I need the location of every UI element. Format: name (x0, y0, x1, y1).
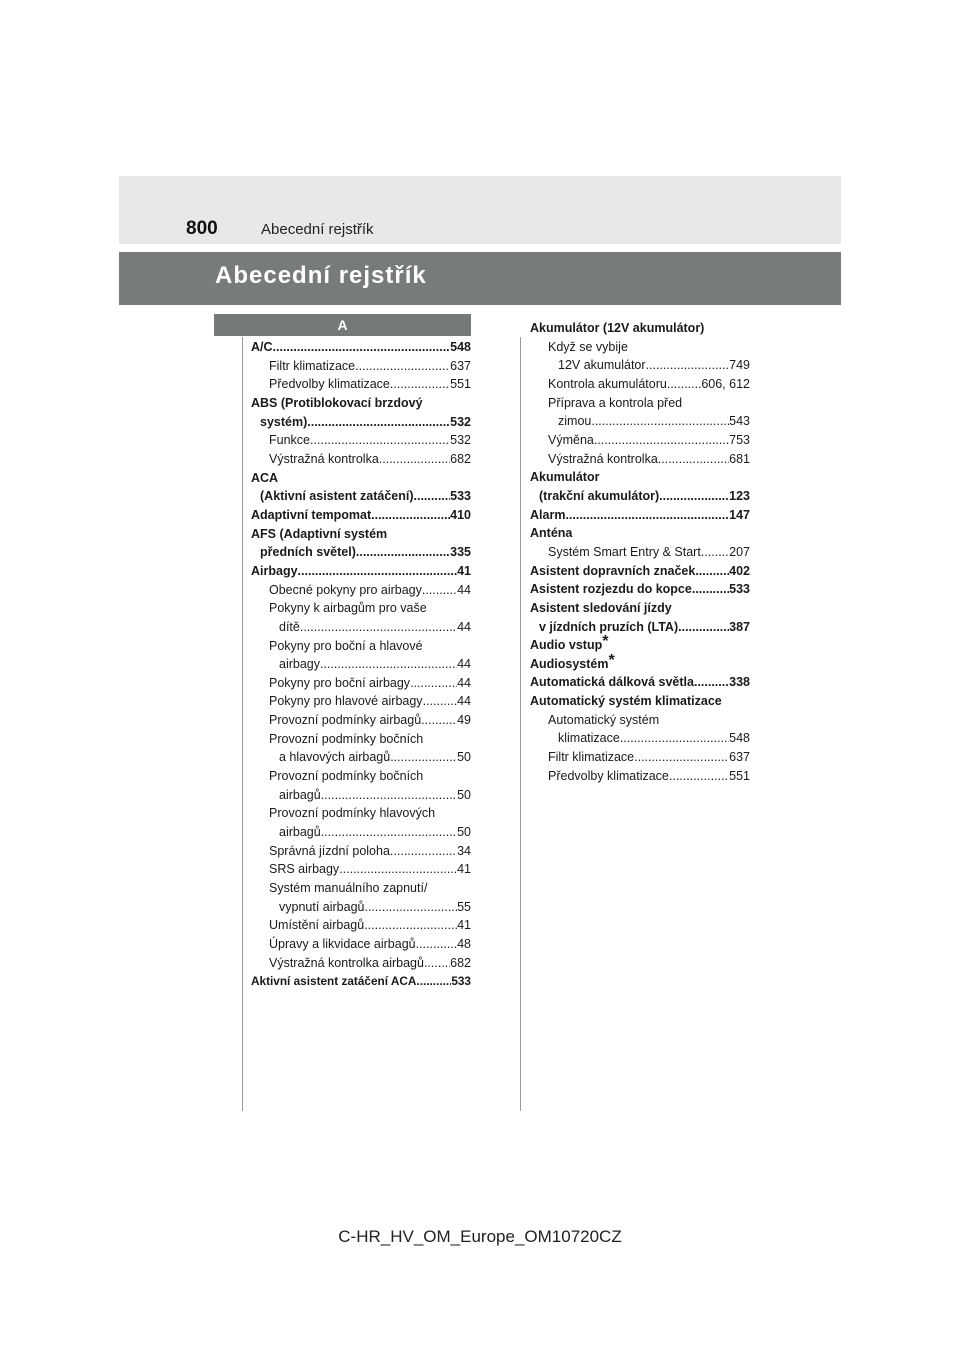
index-subentry-line: Když se vybije (548, 339, 628, 354)
index-column-right (530, 319, 750, 785)
index-subentry: airbagy ..... 44 (251, 655, 471, 674)
index-entry-line: Asistent sledování jízdy (530, 600, 672, 615)
index-entry-line: ACA (251, 470, 279, 485)
index-entry-line: Audiosystém* (530, 651, 615, 671)
index-subentry: Obecné pokyny pro airbagy ..... 44 (251, 581, 471, 600)
index-entry: Adaptivní tempomat ..... 410 (251, 506, 471, 525)
section-letter: A (214, 314, 471, 336)
page-title: Abecední rejstřík (215, 262, 427, 289)
index-subentry: Výstražná kontrolka ..... 682 (251, 450, 471, 469)
index-entry-line: ABS (Protiblokovací brzdový (251, 395, 423, 410)
index-entry: Alarm ..... 147 (530, 506, 750, 525)
index-subentry: Předvolby klimatizace ..... 551 (251, 375, 471, 394)
index-entry: A/C ..... 548 (251, 338, 471, 357)
index-subentry: Systém Smart Entry & Start ..... 207 (530, 543, 750, 562)
index-subentry: dítě ..... 44 (251, 618, 471, 637)
index-subentry: Správná jízdní poloha ..... 34 (251, 842, 471, 861)
index-subentry: vypnutí airbagů ..... 55 (251, 898, 471, 917)
index-entry: předních světel) ..... 335 (251, 543, 471, 562)
document-footer-code: C-HR_HV_OM_Europe_OM10720CZ (338, 1227, 622, 1246)
index-subentry: Pokyny pro hlavové airbagy ..... 44 (251, 692, 471, 711)
column-divider-middle (520, 337, 521, 1111)
index-entry-line: AFS (Adaptivní systém (251, 526, 388, 541)
index-subentry: a hlavových airbagů ..... 50 (251, 748, 471, 767)
index-subentry: Provozní podmínky airbagů ..... 49 (251, 711, 471, 730)
column-divider-left (242, 337, 243, 1111)
index-subentry: Výstražná kontrolka ..... 681 (530, 450, 750, 469)
page-number: 800 (186, 218, 218, 239)
index-entry-line: Audio vstup* (530, 633, 609, 653)
index-entry: systém) ..... 532 (251, 413, 471, 432)
index-subentry: Výměna ..... 753 (530, 431, 750, 450)
index-subentry: zimou ..... 543 (530, 412, 750, 431)
index-subentry: SRS airbagy ..... 41 (251, 860, 471, 879)
header-section-title: Abecední rejstřík (261, 221, 374, 238)
index-subentry-line: Pokyny pro boční a hlavové (269, 638, 423, 653)
index-subentry: Úpravy a likvidace airbagů ..... 48 (251, 935, 471, 954)
index-entry-line: Automatický systém klimatizace (530, 694, 722, 709)
index-subentry-line: Příprava a kontrola před (548, 395, 683, 410)
index-subentry: Filtr klimatizace ..... 637 (251, 357, 471, 376)
header-band (119, 176, 841, 244)
index-entry-line: Akumulátor (12V akumulátor) (530, 321, 705, 335)
index-entry: (Aktivní asistent zatáčení) ..... 533 (251, 487, 471, 506)
index-subentry: airbagů ..... 50 (251, 786, 471, 805)
index-entry-line: Akumulátor (530, 470, 600, 485)
index-subentry: Předvolby klimatizace ..... 551 (530, 767, 750, 786)
index-entry: v jízdních pruzích (LTA) ..... 387 (530, 618, 750, 637)
asterisk-mark: * (602, 633, 609, 650)
index-subentry: airbagů ..... 50 (251, 823, 471, 842)
index-subentry-line: Automatický systém (548, 712, 660, 727)
index-column-left (251, 338, 471, 991)
index-entry: Airbagy ..... 41 (251, 562, 471, 581)
index-subentry-line: Pokyny k airbagům pro vaše (269, 601, 427, 616)
index-subentry: Pokyny pro boční airbagy ..... 44 (251, 674, 471, 693)
index-subentry: Funkce ..... 532 (251, 431, 471, 450)
index-subentry-line: Provozní podmínky bočních (269, 769, 424, 784)
index-entry: Asistent rozjezdu do kopce ..... 533 (530, 580, 750, 599)
index-subentry: Výstražná kontrolka airbagů ..... 682 (251, 954, 471, 973)
index-subentry: Umístění airbagů ..... 41 (251, 916, 471, 935)
index-subentry-line: Provozní podmínky bočních (269, 731, 424, 746)
index-entry-line: Anténa (530, 526, 573, 541)
index-subentry: Filtr klimatizace ..... 637 (530, 748, 750, 767)
index-entry: (trakční akumulátor) ..... 123 (530, 487, 750, 506)
index-subentry: klimatizace ..... 548 (530, 729, 750, 748)
index-entry: Automatická dálková světla ..... 338 (530, 673, 750, 692)
index-subentry: 12V akumulátor ..... 749 (530, 356, 750, 375)
index-subentry-line: Systém manuálního zapnutí/ (269, 881, 428, 896)
index-entry: Aktivní asistent zatáčení ACA ..... 533 (251, 972, 471, 991)
index-subentry: Kontrola akumulátoru ..... 606, 612 (530, 375, 750, 394)
asterisk-mark: * (608, 651, 615, 669)
index-subentry-line: Provozní podmínky hlavových (269, 806, 436, 821)
index-entry: Asistent dopravních značek ..... 402 (530, 562, 750, 581)
